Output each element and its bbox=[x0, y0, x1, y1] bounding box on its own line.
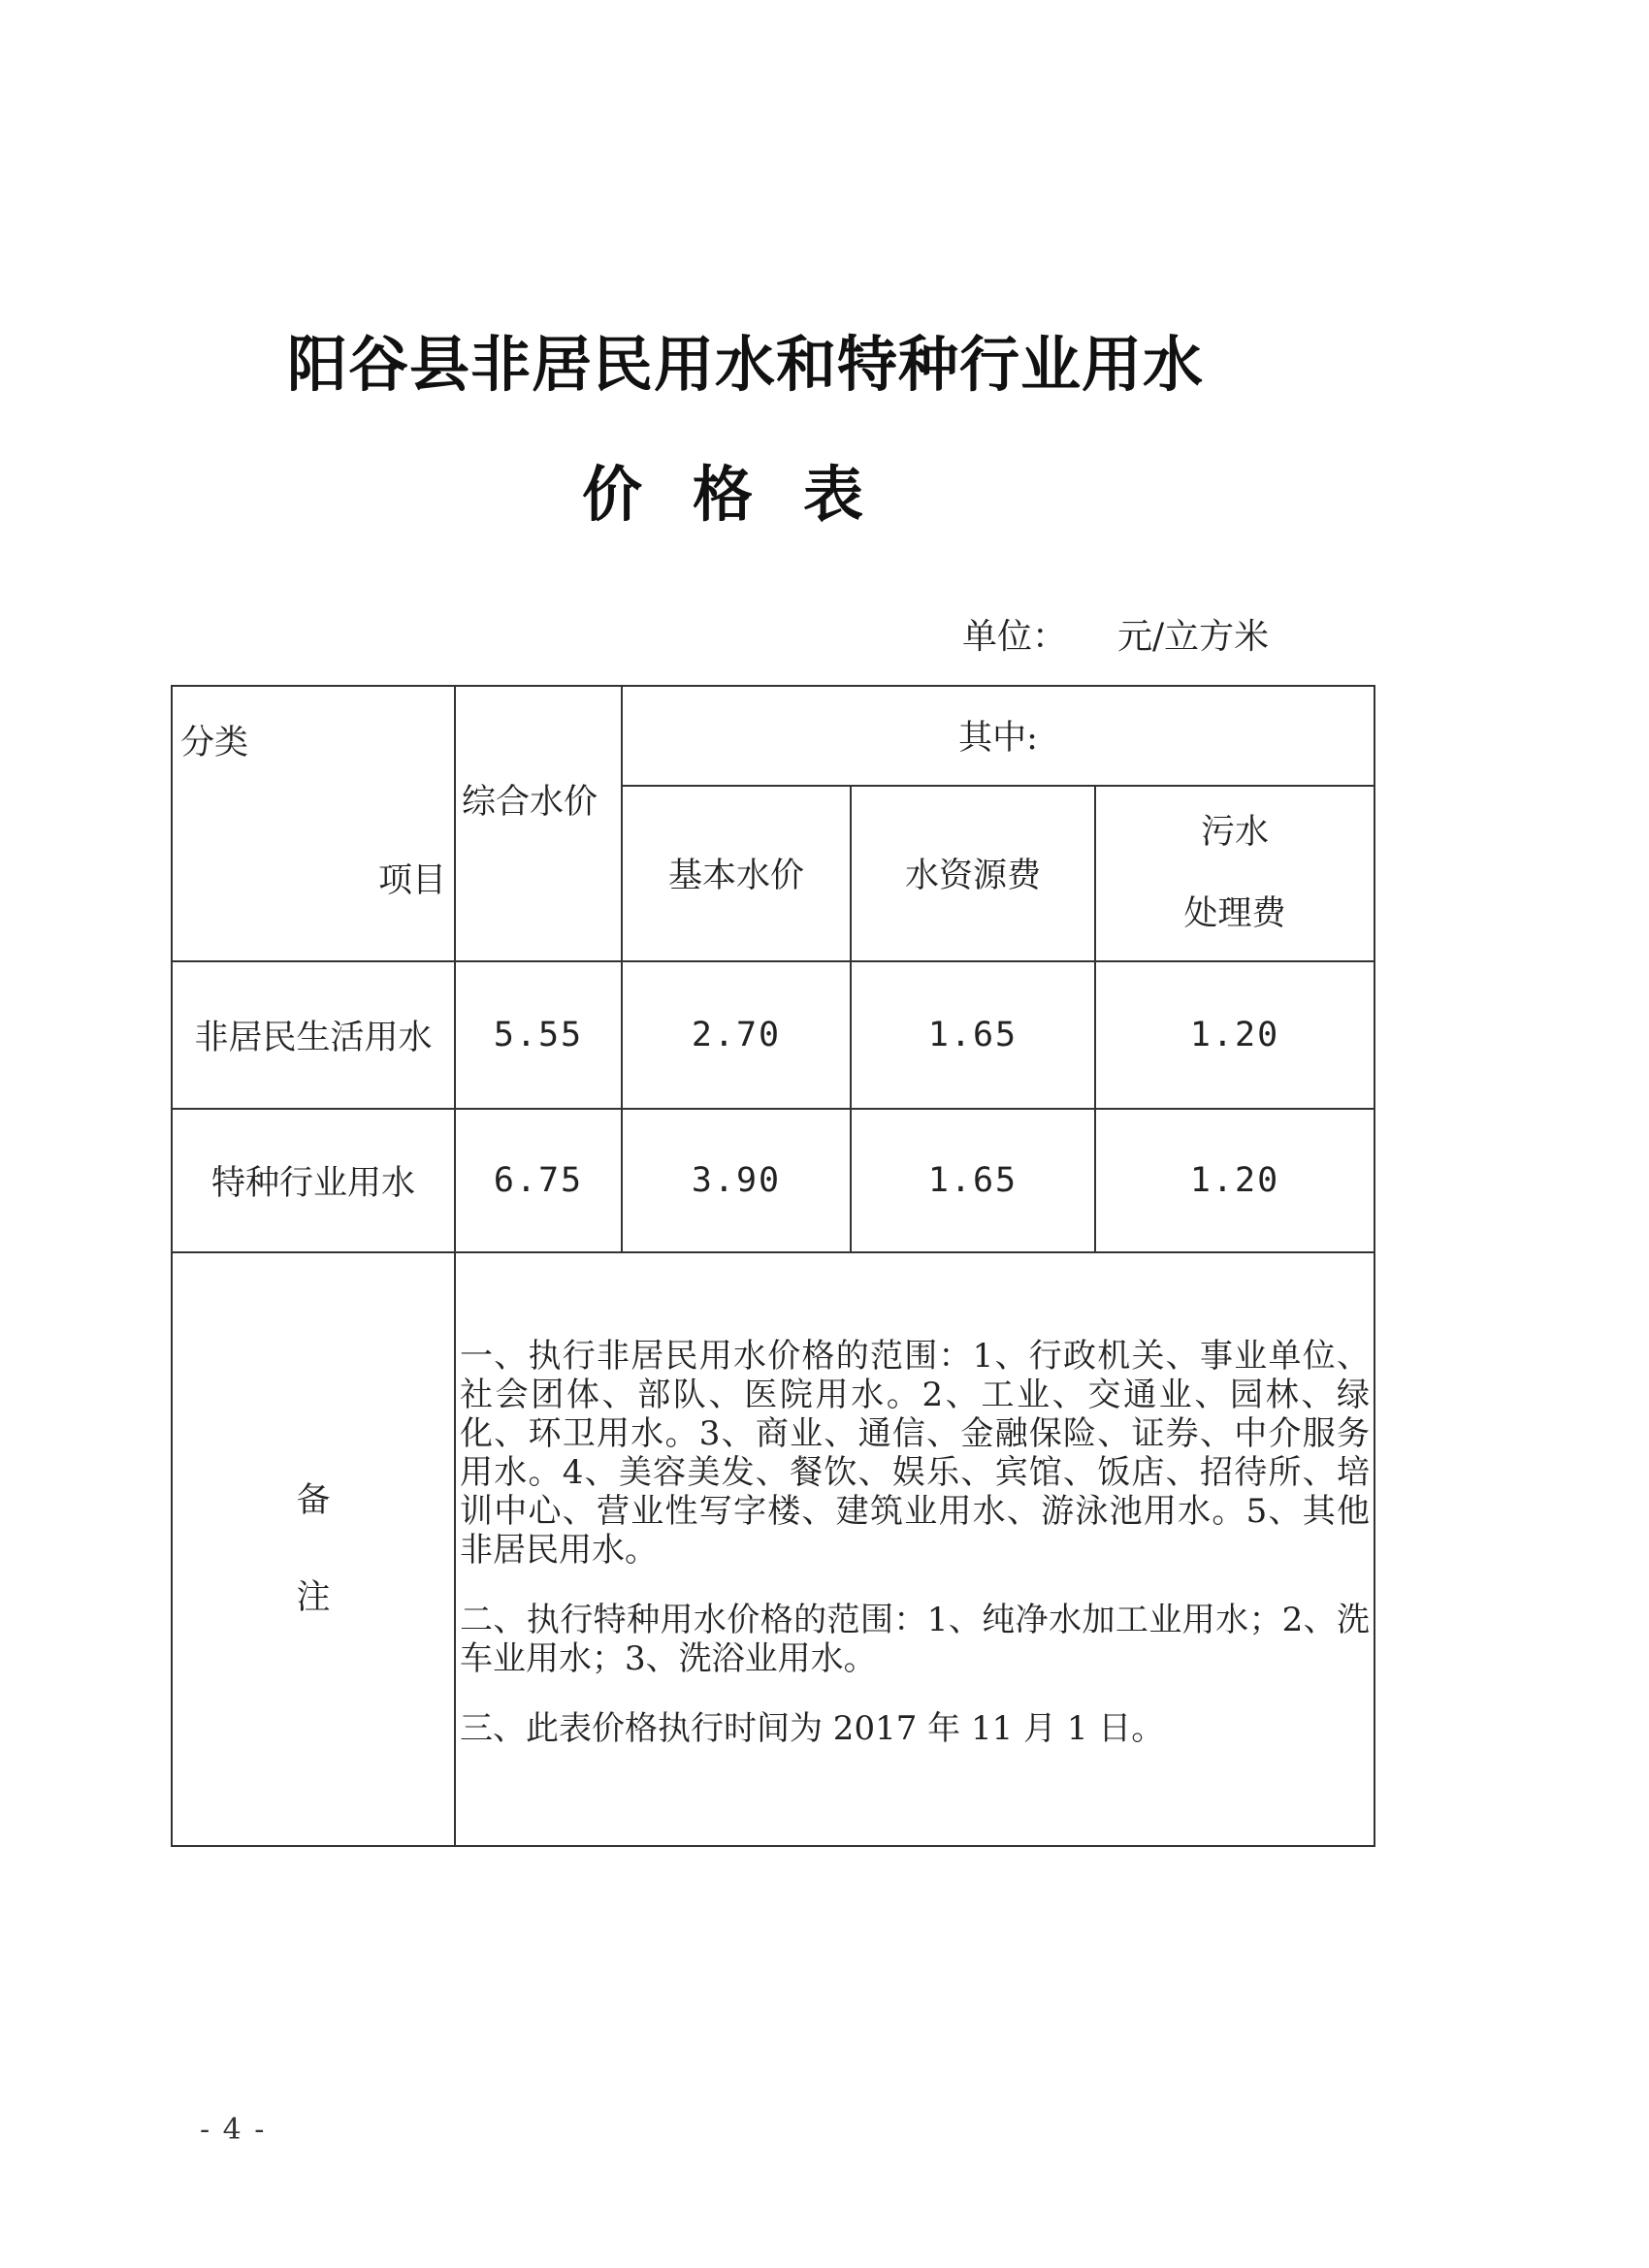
price-table bbox=[171, 685, 1375, 1847]
header-basic-price-cell bbox=[622, 786, 851, 961]
remarks-label-line2: 注 bbox=[296, 1578, 331, 1617]
header-sewage-line2: 处理费 bbox=[1183, 894, 1286, 934]
header-water-resource-fee-cell bbox=[851, 786, 1095, 961]
row-name: 特种行业用水 bbox=[172, 1109, 455, 1252]
row-basic-price: 2.70 bbox=[622, 961, 851, 1109]
row-composite-price: 6.75 bbox=[455, 1109, 622, 1252]
header-among: 其中: bbox=[958, 719, 1038, 759]
header-basic-price: 基本水价 bbox=[667, 857, 804, 896]
table-row bbox=[172, 1109, 1374, 1252]
header-category: 分类 bbox=[180, 724, 249, 762]
remark-note-1: 一、执行非居民用水价格的范围：1、行政机关、事业单位、社会团体、部队、医院用水。2、工业、交通业、园林、绿化、环卫用水。3、商业、通信、金融保险、证券、中介服务用水。4、美容美发、餐饮、娱乐、宾馆、饭店、招待所、培训中心、营业性写字楼、建筑业用水、游泳池用水。5、其他非居民用水。 bbox=[460, 1337, 1371, 1570]
row-composite-price: 5.55 bbox=[455, 961, 622, 1109]
document-title-line2: 价格表 bbox=[582, 459, 915, 530]
unit-note bbox=[962, 609, 1269, 659]
row-sewage-fee: 1.20 bbox=[1095, 1109, 1374, 1252]
table-row bbox=[172, 961, 1374, 1109]
document-title-line1: 阳谷县非居民用水和特种行业用水 bbox=[287, 329, 1205, 400]
row-name: 非居民生活用水 bbox=[172, 961, 455, 1109]
header-composite-price-cell bbox=[455, 686, 622, 961]
header-sewage-fee-cell bbox=[1095, 786, 1374, 961]
header-composite-price: 综合水价 bbox=[462, 783, 598, 822]
remark-note-3: 三、此表价格执行时间为 2017 年 11 月 1 日。 bbox=[460, 1709, 1165, 1748]
row-water-resource-fee: 1.65 bbox=[851, 961, 1095, 1109]
header-sewage-line1: 污水 bbox=[1201, 813, 1270, 853]
remarks-label-line1: 备 bbox=[296, 1481, 331, 1520]
unit-value: 元/立方米 bbox=[1117, 617, 1270, 657]
row-water-resource-fee: 1.65 bbox=[851, 1109, 1095, 1252]
header-among-cell bbox=[622, 686, 1374, 786]
remarks-label-cell bbox=[172, 1252, 455, 1846]
unit-label: 单位： bbox=[962, 617, 1068, 657]
remarks-row bbox=[172, 1252, 1374, 1846]
remarks-notes-cell bbox=[455, 1252, 1374, 1846]
header-item: 项目 bbox=[377, 861, 446, 900]
header-corner-cell bbox=[172, 686, 455, 961]
header-water-resource-fee: 水资源费 bbox=[904, 857, 1041, 896]
remark-note-2: 二、执行特种用水价格的范围：1、纯净水加工业用水；2、洗车业用水；3、洗浴业用水。 bbox=[460, 1601, 1371, 1678]
row-sewage-fee: 1.20 bbox=[1095, 961, 1374, 1109]
page-number: - 4 - bbox=[200, 2113, 267, 2147]
row-basic-price: 3.90 bbox=[622, 1109, 851, 1252]
